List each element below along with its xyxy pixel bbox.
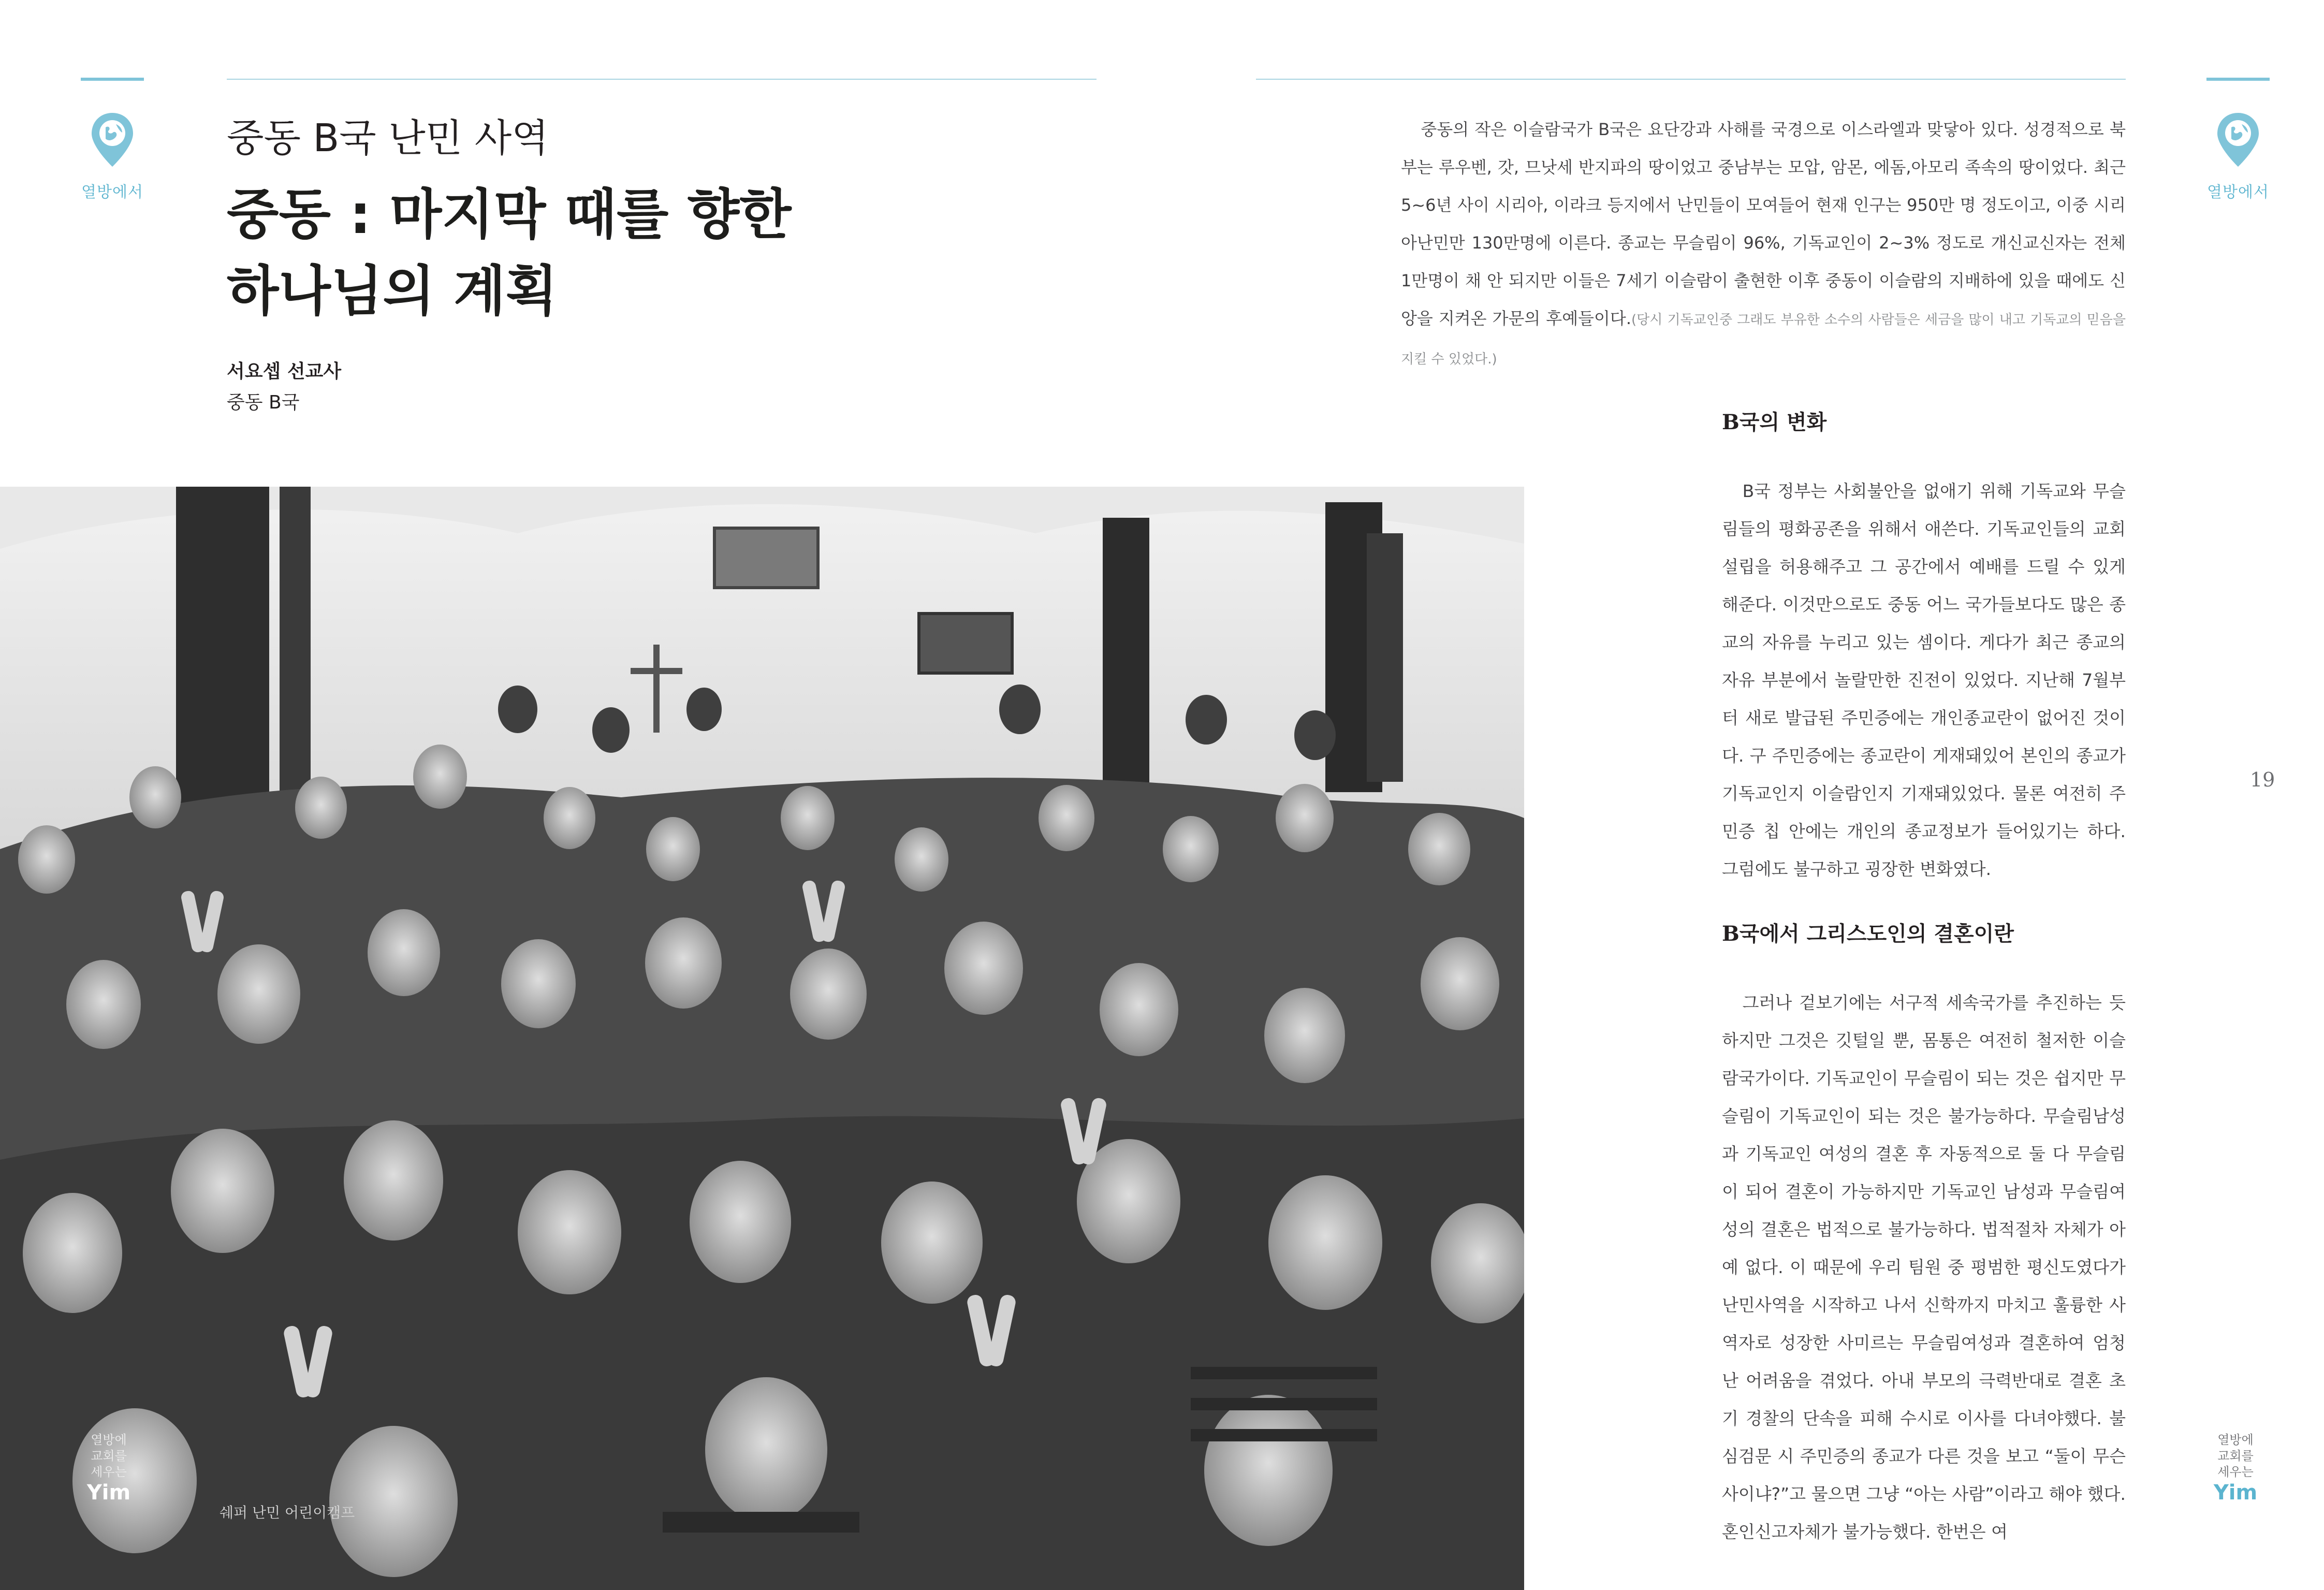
article-headline (227, 176, 792, 329)
left-accent-rule (81, 78, 144, 81)
photo-crowd-image (0, 487, 1524, 1590)
brand-logo-left (78, 1432, 140, 1505)
section-label: 열방에서 (81, 183, 143, 201)
headline-line-2: 하나님의 계획 (227, 259, 558, 323)
brand-logo-right (2204, 1432, 2267, 1505)
section-body-1 (1722, 472, 2126, 888)
left-header-rule (227, 79, 1097, 80)
section-tag-left (79, 112, 146, 202)
right-header-rule (1256, 79, 2126, 80)
map-pin-globe-icon (90, 112, 135, 168)
logo-line-3: 세우는 (91, 1465, 127, 1479)
logo-line-2: 교회를 (2217, 1449, 2254, 1463)
photo-caption: 쉐퍼 난민 어린이캠프 (220, 1504, 355, 1521)
author-name: 서요셉 선교사 (227, 361, 342, 382)
section-tag-right (2204, 112, 2272, 202)
intro-text: 중동의 작은 이슬람국가 B국은 요단강과 사해를 국경으로 이스라엘과 맞닿아 있다. 성경적으로 북부는 루우벤, 갓, 므낫세 반지파의 땅이었고 중남부는 모압, 암몬, 에돔,아모리 족속의 땅이었다. 최근 5~6년 사이 시리아, 이라크 등지에서 난민들이 모여들어 현재 인구는 950만 명 정도이고, 이중 시리아난민만 130만명에 이른다. 종교는 무슬림이 96%, 기독교인이 2~3% 정도로 개신교신자는 전체 1만명이 채 안 되지만 이들은 7세기 이슬람이 출현한 이후 중동이 이슬람의 지배하에 있을 때에도 신앙을 지켜온 가문의 후예들이다. (1401, 120, 2126, 328)
logo-line-1: 열방에 (2217, 1433, 2254, 1447)
section-body-1-text: B국 정부는 사회불안을 없애기 위해 기독교와 무슬림들의 평화공존을 위해서 애쓴다. 기독교인들의 교회설립을 허용해주고 그 공간에서 예배를 드릴 수 있게 해준다. 이것만으로도 중동 어느 국가들보다도 많은 종교의 자유를 누리고 있는 셈이다. 게다가 최근 종교의 자유 부분에서 놀랄만한 진전이 있었다. 지난해 7월부터 새로 발급된 주민증에는 개인종교란이 없어진 것이다. 구 주민증에는 종교란이 게재돼있어 본인의 종교가 기독교인지 이슬람인지 기재돼있었다. 물론 여전히 주민증 칩 안에는 개인의 종교정보가 들어있기는 하다. 그럼에도 불구하고 굉장한 변화였다. (1722, 481, 2126, 879)
logo-mark: Yim (86, 1481, 131, 1505)
intro-paragraph (1401, 111, 2126, 378)
author-byline (227, 356, 341, 418)
intro-note: (당시 기독교인중 그래도 부유한 소수의 사람들은 세금을 많이 내고 기독교의 믿음을 지킬 수 있었다.) (1401, 312, 2126, 367)
article-photo (0, 487, 1524, 1590)
right-accent-rule (2206, 78, 2270, 81)
section-heading-1: B국의 변화 (1722, 410, 1827, 434)
section-heading-2: B국에서 그리스도인의 결혼이란 (1722, 922, 2014, 946)
author-location: 중동 B국 (227, 392, 300, 413)
section-body-2 (1722, 984, 2126, 1551)
logo-line-1: 열방에 (91, 1433, 127, 1447)
logo-line-2: 교회를 (91, 1449, 127, 1463)
headline-line-1: 중동 : 마지막 때를 향한 (227, 183, 792, 246)
logo-mark: Yim (2213, 1481, 2258, 1505)
page-number-right: 19 (2250, 768, 2275, 791)
article-eyebrow: 중동 B국 난민 사역 (227, 116, 549, 161)
map-pin-globe-icon (2216, 112, 2260, 168)
logo-line-3: 세우는 (2217, 1465, 2254, 1479)
section-body-2-text: 그러나 겉보기에는 서구적 세속국가를 추진하는 듯 하지만 그것은 깃털일 뿐, 몸통은 여전히 철저한 이슬람국가이다. 기독교인이 무슬림이 되는 것은 쉽지만 무슬림이 기독교인이 되는 것은 불가능하다. 무슬림남성과 기독교인 여성의 결혼 후 자동적으로 둘 다 무슬림이 되어 결혼이 가능하지만 기독교인 남성과 무슬림여성의 결혼은 법적으로 불가능하다. 법적절차 자체가 아예 없다. 이 때문에 우리 팀원 중 평범한 평신도였다가 난민사역을 시작하고 나서 신학까지 마치고 훌륭한 사역자로 성장한 사미르는 무슬림여성과 결혼하여 엄청난 어려움을 겪었다. 아내 부모의 극력반대로 결혼 초기 경찰의 단속을 피해 수시로 이사를 다녀야했다. 불심검문 시 주민증의 종교가 다른 것을 보고 “둘이 무슨 사이냐?”고 물으면 그냥 “아는 사람”이라고 해야 했다. 혼인신고자체가 불가능했다. 한번은 여 (1722, 993, 2126, 1542)
section-label: 열방에서 (2207, 183, 2269, 201)
